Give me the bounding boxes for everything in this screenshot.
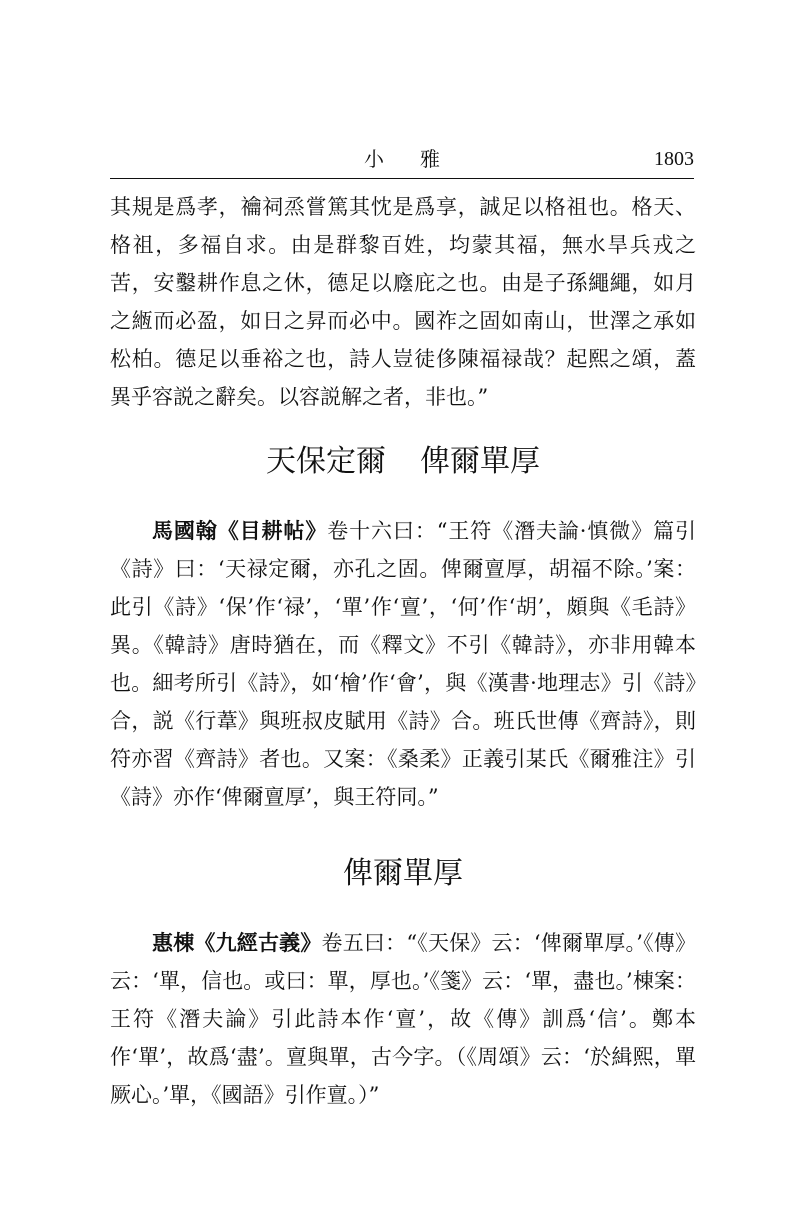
commentary-text: 卷五曰：“《天保》云：‘俾爾單厚。’《傳》云：‘單，信也。或曰：單，厚也。’《箋》云：‘單，盡也。’棟案：王符《潛夫論》引此詩本作‘亶’，故《傳》訓爲‘信’。鄭本作‘單’，故爲‘盡’。亶與單，古今字。（《周頌》云：‘於緝熙，單厥心。’單，《國語》引作亶。）”: [110, 931, 696, 1107]
commentary-text: 卷十六曰：“王符《潛夫論·慎微》篇引《詩》曰：‘天禄定爾，亦孔之固。俾爾亶厚，胡福不除。’案：此引《詩》‘保’作‘禄’，‘單’作‘亶’，‘何’作‘胡’，頗與《毛詩》異。《韓詩》唐時猶在，而《釋文》不引《韓詩》，亦非用韓本也。細考所引《詩》，如‘檜’作‘會’，與《漢書·地理志》引《詩》合，説《行葦》與班叔皮賦用《詩》合。班氏世傳《齊詩》，則符亦習《齊詩》者也。又案：《桑柔》正義引某氏《爾雅注》引《詩》亦作‘俾爾亶厚’，與王符同。”: [110, 519, 696, 809]
entry-heading-tianbao: [110, 442, 696, 482]
paragraph-continuation: 其規是爲孝，禴祠烝嘗篤其忱是爲享，誠足以格祖也。格天、格祖，多福自求。由是群黎百姓，均蒙其福，無水旱兵戎之苦，安鑿耕作息之休，德足以廕庇之也。由是子孫繩繩，如月之緪而必盈，如日之昇而必中。國祚之固如南山，世澤之承如松柏。德足以垂裕之也，詩人豈徒侈陳福禄哉？起熙之頌，蓋異乎容説之辭矣。以容説解之者，非也。”: [110, 195, 696, 409]
entry-heading-part: 俾爾單厚: [420, 444, 540, 479]
running-header: [110, 144, 694, 174]
header-rule: [110, 178, 694, 179]
page-number: 1803: [654, 148, 694, 170]
source-citation: 馬國翰《目耕帖》: [152, 519, 328, 543]
entry-heading-bier-danhou: 俾爾單厚: [343, 856, 463, 891]
page-body: [110, 188, 696, 1114]
source-citation: 惠棟《九經古義》: [152, 931, 322, 955]
commentary-paragraph-ma-guohan: [110, 512, 696, 816]
commentary-paragraph-hui-dong: [110, 924, 696, 1114]
entry-heading-part: 天保定爾: [266, 444, 386, 479]
running-header-section-title: 小雅: [364, 147, 476, 171]
